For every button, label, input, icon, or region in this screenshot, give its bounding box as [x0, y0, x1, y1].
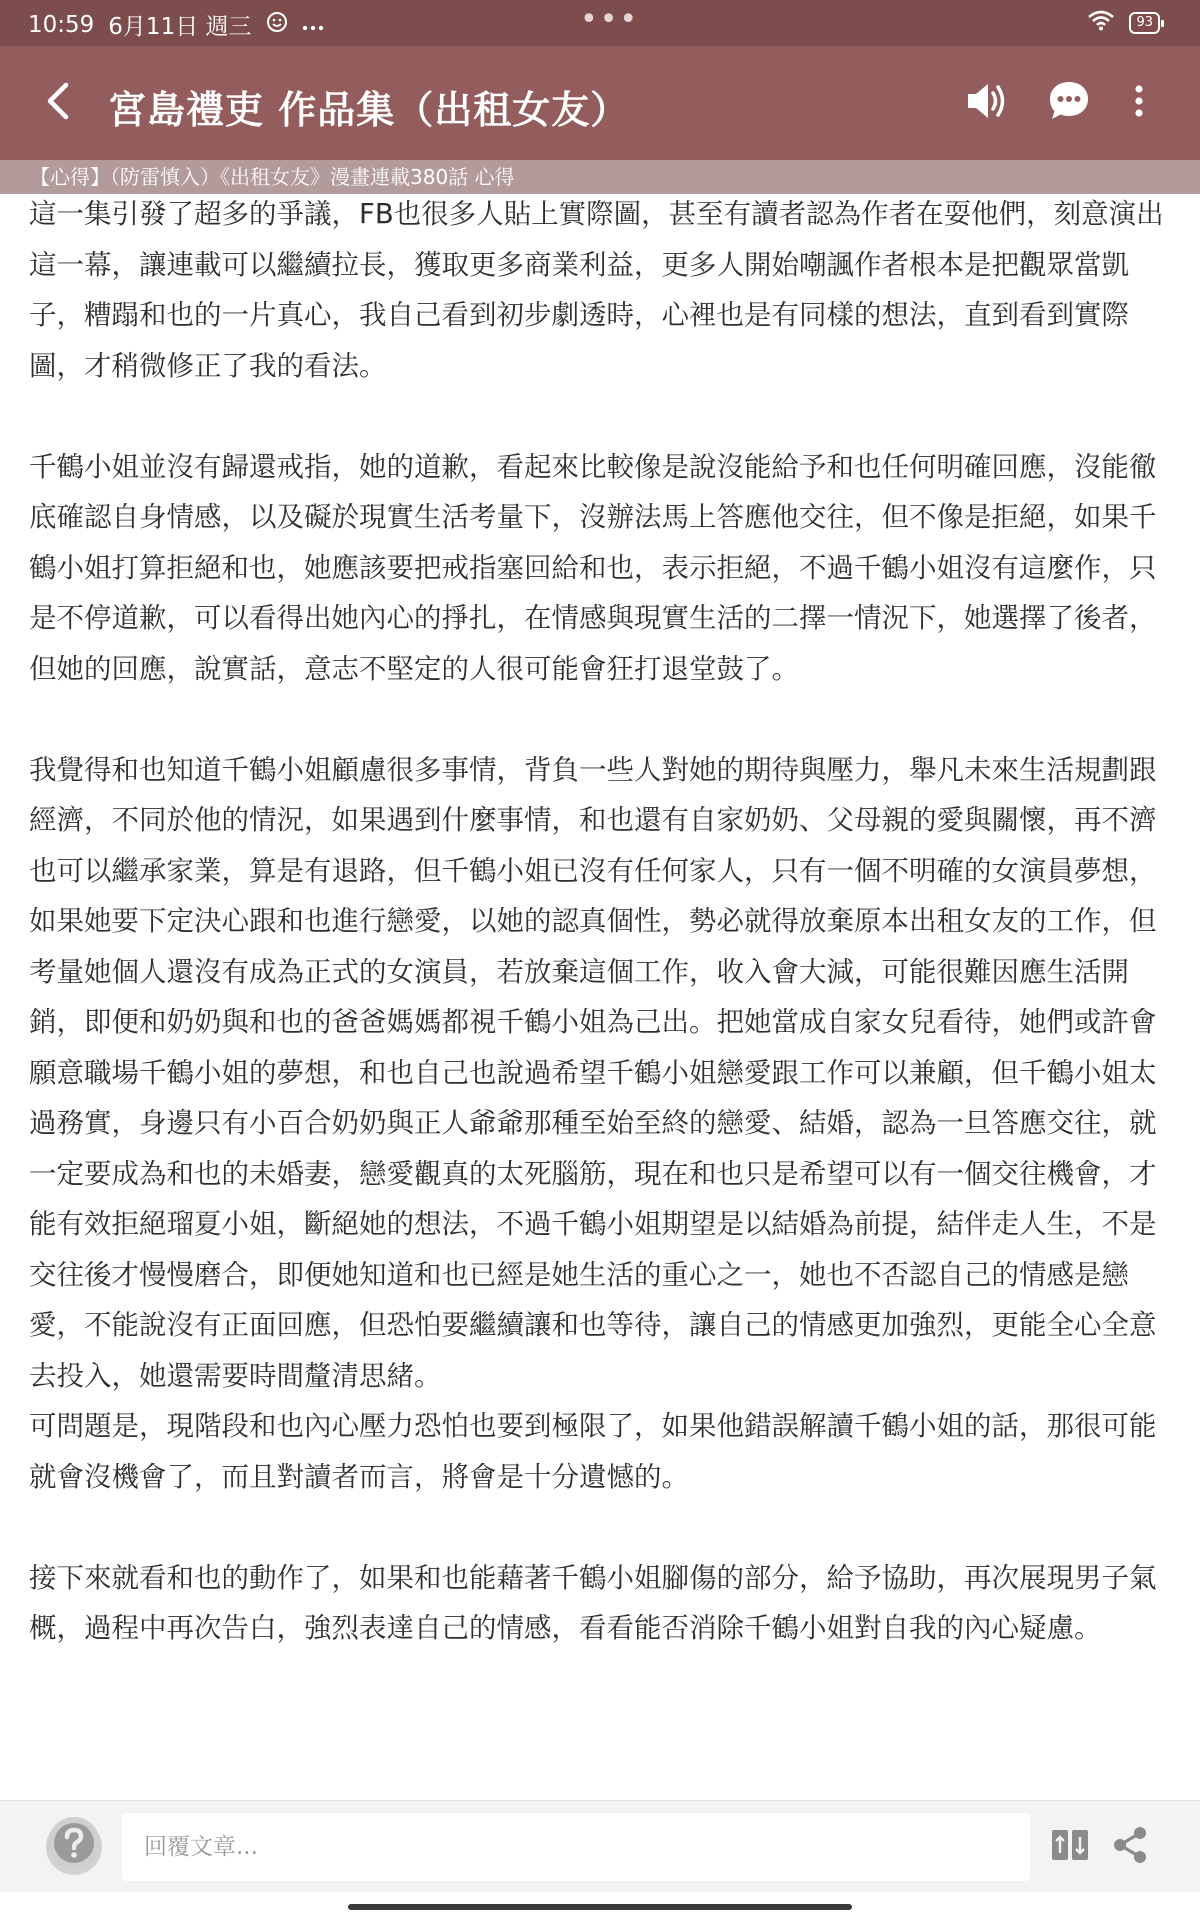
question-mark-avatar-icon	[46, 1815, 102, 1880]
smiley-icon	[266, 11, 288, 39]
article-paragraph: 可問題是，現階段和也內心壓力恐怕也要到極限了，如果他錯誤解讀千鶴小姐的話，那很可能就會沒機會了，而且對讀者而言，將會是十分遺憾的。	[29, 1410, 1157, 1493]
page-title: 宮島禮吏 作品集（出租女友）	[108, 88, 630, 132]
paragraph-spacer	[29, 391, 1171, 442]
reply-input[interactable]	[122, 1813, 1030, 1881]
article-paragraph: 千鶴小姐並沒有歸還戒指，她的道歉，看起來比較像是說沒能給予和也任何明確回應，沒能徹底確認自身情感，以及礙於現實生活考量下，沒辦法馬上答應他交往，但不像是拒絕，如果千鶴小姐打算拒絕和也，她應該要把戒指塞回給和也，表示拒絕，不過千鶴小姐沒有這麼作，只是不停道歉，可以看得出她內心的掙扎，在情感與現實生活的二擇一情況下，她選擇了後者，但她的回應，說實話，意志不堅定的人很可能會狂打退堂鼓了。	[29, 450, 1157, 685]
wifi-icon	[1087, 9, 1115, 37]
status-date: 6月11日 週三	[108, 14, 252, 40]
status-right	[1087, 9, 1160, 37]
thread-title-bar[interactable]: 【心得】（防雷慎入）《出租女友》漫畫連載380話 心得	[0, 160, 1200, 194]
app-bar	[0, 46, 1200, 160]
article-content	[29, 194, 1171, 1654]
article-paragraph: 接下來就看和也的動作了，如果和也能藉著千鶴小姐腳傷的部分，給予協助，再次展現男子氣概，過程中再次告白，強烈表達自己的情感，看看能否消除千鶴小姐對自我的內心疑慮。	[29, 1561, 1157, 1644]
chevron-left-icon	[44, 81, 72, 125]
reply-bar	[0, 1800, 1200, 1893]
more-menu-button[interactable]	[1112, 76, 1166, 130]
more-dots-icon	[302, 12, 324, 38]
reader-mode-button[interactable]	[1048, 1825, 1092, 1869]
more-vert-icon	[1134, 84, 1144, 122]
status-bar	[0, 0, 1200, 46]
reader-mode-icon	[1050, 1827, 1090, 1867]
status-left	[28, 8, 324, 41]
paragraph-spacer	[29, 1502, 1171, 1553]
avatar[interactable]	[46, 1819, 102, 1875]
comments-button[interactable]	[1042, 76, 1096, 130]
back-button[interactable]	[30, 75, 86, 131]
home-indicator[interactable]	[348, 1904, 852, 1910]
battery-indicator: 93	[1129, 12, 1160, 34]
share-button[interactable]	[1108, 1825, 1152, 1869]
article-paragraph: 我覺得和也知道千鶴小姐顧慮很多事情，背負一些人對她的期待與壓力，舉凡未來生活規劃跟經濟，不同於他的情況，如果遇到什麼事情，和也還有自家奶奶、父母親的愛與關懷，再不濟也可以繼承家業，算是有退路，但千鶴小姐已沒有任何家人，只有一個不明確的女演員夢想，如果她要下定決心跟和也進行戀愛，以她的認真個性，勢必就得放棄原本出租女友的工作，但考量她個人還沒有成為正式的女演員，若放棄這個工作，收入會大減，可能很難因應生活開銷，即便和奶奶與和也的爸爸媽媽都視千鶴小姐為己出。把她當成自家女兒看待，她們或許會願意職場千鶴小姐的夢想，和也自己也說過希望千鶴小姐戀愛跟工作可以兼顧，但千鶴小姐太過務實，身邊只有小百合奶奶與正人爺爺那種至始至終的戀愛、結婚，認為一旦答應交往，就一定要成為和也的未婚妻，戀愛觀真的太死腦筋，現在和也只是希望可以有一個交往機會，才能有效拒絕瑠夏小姐，斷絕她的想法，不過千鶴小姐期望是以結婚為前提，結伴走人生，不是交往後才慢慢磨合，即便她知道和也已經是她生活的重心之一，她也不否認自己的情感是戀愛，不能說沒有正面回應，但恐怕要繼續讓和也等待，讓自己的情感更加強烈，更能全心全意去投入，她還需要時間釐清思緒。	[29, 753, 1157, 1392]
speaker-icon	[964, 79, 1010, 127]
article-body[interactable]	[0, 194, 1200, 1800]
paragraph-spacer	[29, 694, 1171, 745]
gesture-nav-area	[0, 1892, 1200, 1920]
chat-bubble-icon	[1047, 79, 1091, 127]
status-time: 10:59	[28, 11, 95, 38]
multitask-dots[interactable]: •••	[580, 2, 640, 37]
share-icon	[1110, 1825, 1150, 1869]
read-aloud-button[interactable]	[960, 76, 1014, 130]
article-paragraph: 這一集引發了超多的爭議，FB也很多人貼上實際圖，甚至有讀者認為作者在耍他們，刻意演出這一幕，讓連載可以繼續拉長，獲取更多商業利益，更多人開始嘲諷作者根本是把觀眾當凱子，糟蹋和也的一片真心，我自己看到初步劇透時，心裡也是有同樣的想法，直到看到實際圖，才稍微修正了我的看法。	[29, 198, 1164, 382]
